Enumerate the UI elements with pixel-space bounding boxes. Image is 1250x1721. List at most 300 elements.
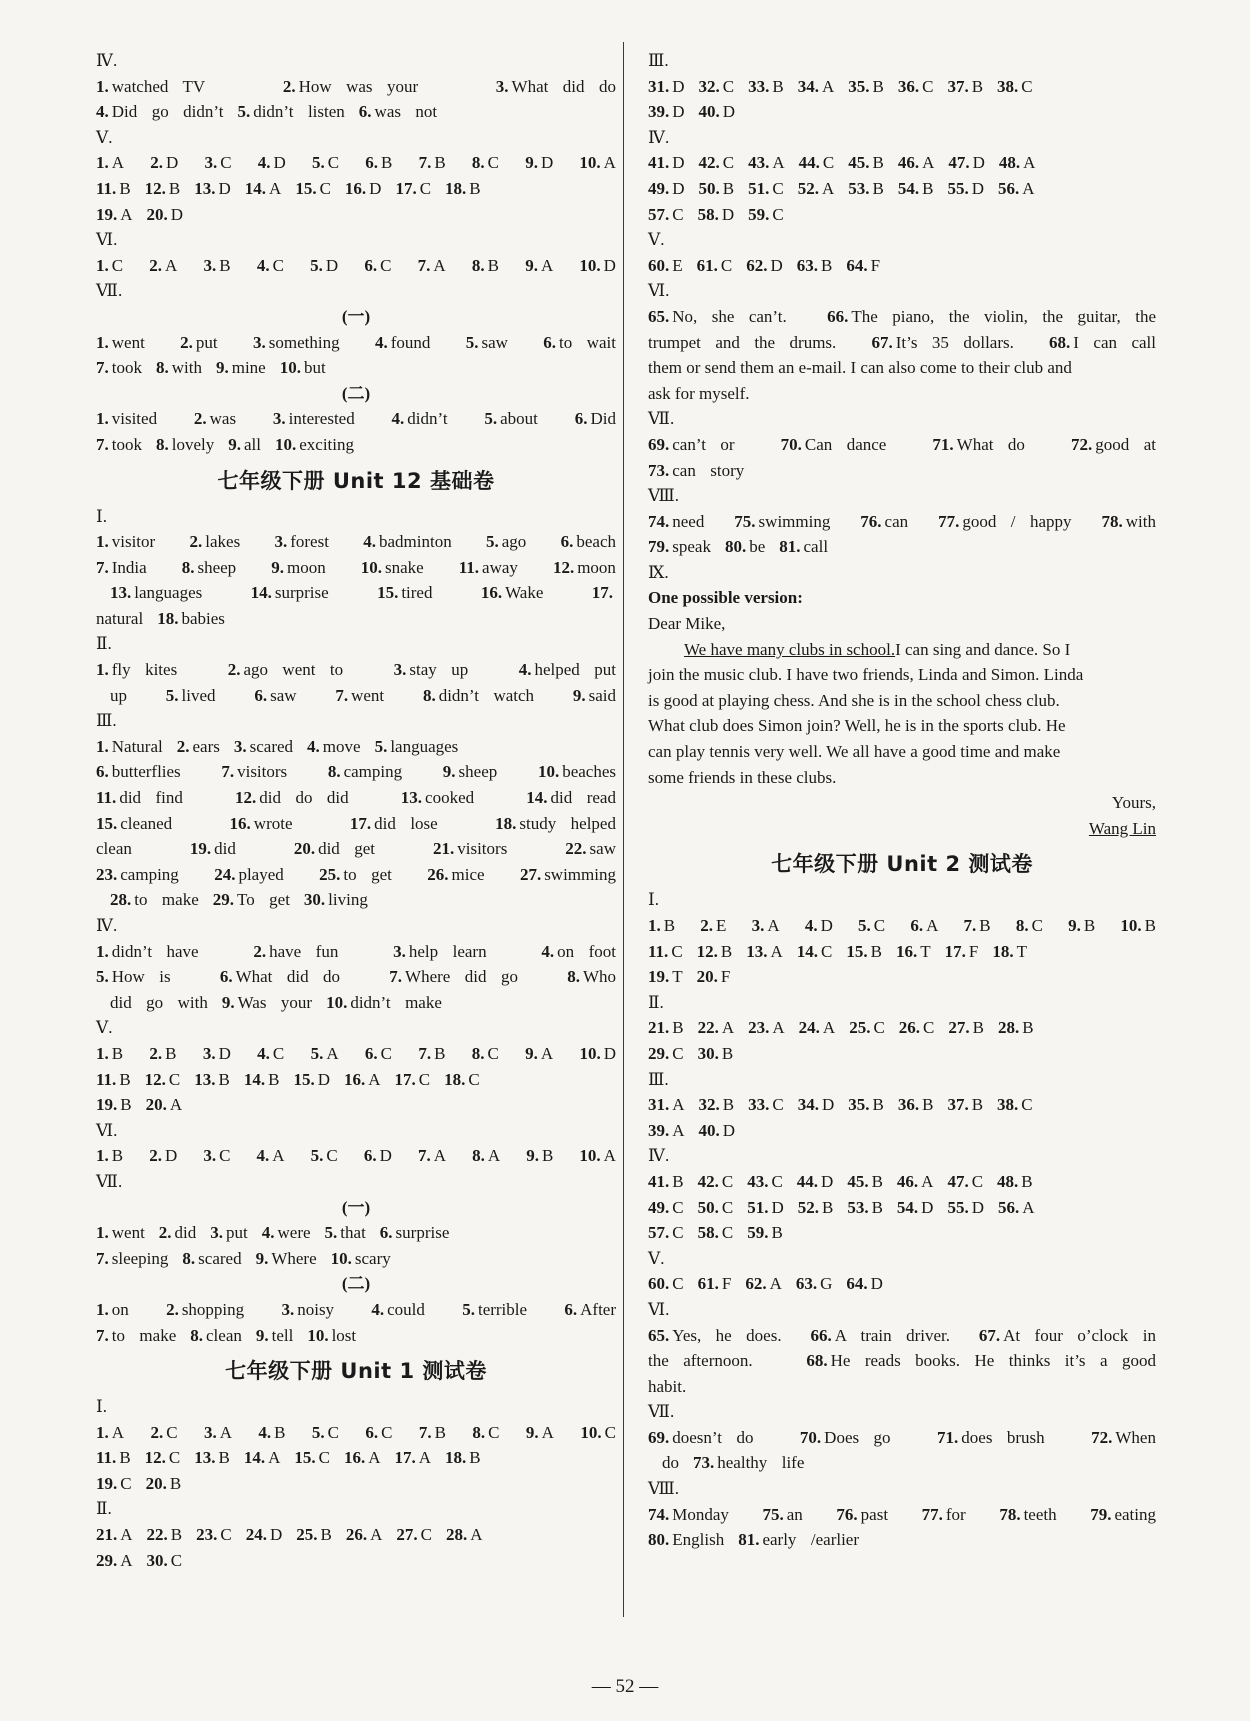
answer-value: F xyxy=(720,967,731,987)
answer-value: to get xyxy=(343,864,392,884)
answer-value: B xyxy=(169,1473,182,1493)
answer-value: When xyxy=(1115,1427,1156,1447)
answer-item xyxy=(392,406,448,432)
question-number: 63. xyxy=(796,255,819,275)
answer-item xyxy=(746,253,783,279)
question-number: 11. xyxy=(96,788,117,808)
answer-value: D xyxy=(971,1197,984,1217)
answer-value: C xyxy=(1021,76,1033,96)
answer-value: C xyxy=(873,916,886,935)
question-number: 41. xyxy=(648,1171,670,1191)
answer-row xyxy=(96,580,616,606)
question-number: 9. xyxy=(221,992,235,1012)
question-number: 35. xyxy=(848,1095,870,1115)
question-number: 46. xyxy=(896,1171,919,1191)
answer-value: B xyxy=(722,178,735,198)
question-number: 16. xyxy=(344,178,367,198)
answer-item xyxy=(345,176,382,202)
question-number: 14. xyxy=(250,583,272,603)
answer-value: A xyxy=(165,255,178,275)
unit-heading: 七年级下册 Unit 12 基础卷 xyxy=(217,468,495,493)
answer-value: visitors xyxy=(457,839,508,859)
answer-item xyxy=(310,253,338,279)
answer-item xyxy=(897,1169,934,1195)
answer-value: C xyxy=(468,1069,480,1089)
answer-item xyxy=(96,176,131,202)
answer-value: A xyxy=(721,1018,735,1038)
question-number: 58. xyxy=(697,1223,719,1243)
question-number: 5. xyxy=(165,685,179,705)
answer-row xyxy=(96,887,616,913)
answer-item xyxy=(848,176,884,202)
question-number: 72. xyxy=(1071,434,1093,454)
answer-item xyxy=(472,150,499,176)
answer-value: India xyxy=(111,557,147,577)
answer-item xyxy=(697,253,733,279)
answer-item xyxy=(796,1271,833,1297)
answer-item xyxy=(698,1041,734,1067)
answer-item xyxy=(295,176,331,202)
question-number: 53. xyxy=(848,178,870,198)
answer-value: sheep xyxy=(458,762,498,782)
answer-value: did do did xyxy=(259,788,349,808)
answer-item xyxy=(271,555,325,581)
question-number: 5. xyxy=(310,1146,324,1166)
answer-value: Natural xyxy=(111,736,163,756)
question-number: 2. xyxy=(150,1422,164,1442)
answer-item xyxy=(96,964,171,990)
answer-value: with xyxy=(1125,511,1156,531)
answer-value: forest xyxy=(290,532,329,552)
answer-item xyxy=(213,887,290,913)
question-number: 14. xyxy=(243,1069,266,1089)
answer-item xyxy=(810,1323,950,1349)
answer-item xyxy=(648,913,675,939)
section-numeral: Ⅵ. xyxy=(648,1299,670,1319)
question-number: 2. xyxy=(700,916,714,935)
answer-item xyxy=(748,202,784,228)
answer-item xyxy=(350,811,438,837)
question-number: 24. xyxy=(798,1018,820,1038)
answer-value: went xyxy=(111,1223,145,1243)
question-number: 26. xyxy=(898,1018,921,1038)
answer-value: D xyxy=(721,204,735,224)
question-number: 8. xyxy=(155,358,169,378)
answer-item xyxy=(848,74,884,100)
answer-row xyxy=(96,432,616,458)
answer-value: A xyxy=(772,153,785,173)
answer-row xyxy=(648,1527,1156,1553)
answer-item xyxy=(800,1425,891,1451)
question-number: 72. xyxy=(1091,1427,1113,1447)
question-number: 1. xyxy=(96,660,109,680)
answer-item xyxy=(273,406,355,432)
question-number: 16. xyxy=(895,941,918,961)
answer-item xyxy=(797,939,833,965)
section-numeral: Ⅲ. xyxy=(648,51,669,70)
question-number: 6. xyxy=(910,916,924,935)
answer-value: was not xyxy=(374,102,438,122)
question-number: 68. xyxy=(806,1351,828,1371)
answer-value: How was your xyxy=(298,76,419,96)
answer-item xyxy=(648,150,685,176)
answer-item xyxy=(96,432,142,458)
answer-value: After xyxy=(580,1299,616,1319)
answer-item xyxy=(698,1271,732,1297)
answer-item xyxy=(748,176,784,202)
question-number: 2. xyxy=(149,1146,162,1166)
answer-item xyxy=(1068,913,1095,939)
question-number: 8. xyxy=(1015,916,1029,935)
answer-item xyxy=(748,1015,785,1041)
answer-value: A xyxy=(120,1550,133,1570)
answer-value: A xyxy=(418,1448,432,1468)
answer-item xyxy=(947,1195,984,1221)
question-number: 40. xyxy=(698,1120,720,1140)
answer-item xyxy=(251,580,329,606)
question-number: 9. xyxy=(271,557,284,577)
answer-value: have fun xyxy=(269,941,339,961)
answer-item xyxy=(1016,913,1043,939)
section-numeral: Ⅰ. xyxy=(96,506,107,526)
answer-value: camping xyxy=(343,762,403,782)
answer-value: C xyxy=(722,76,735,96)
signoff-text: Wang Lin xyxy=(1088,818,1156,838)
question-number: 2. xyxy=(150,153,163,173)
answer-value: babies xyxy=(181,608,225,628)
answer-row xyxy=(96,99,616,125)
section-numeral: Ⅵ. xyxy=(96,230,118,250)
question-number: 3. xyxy=(202,1043,216,1063)
question-number: 81. xyxy=(738,1530,760,1550)
question-number: 6. xyxy=(543,332,557,352)
question-number: 2. xyxy=(193,409,207,429)
answer-item xyxy=(748,74,784,100)
answer-item xyxy=(445,1445,481,1471)
question-number: 2. xyxy=(189,532,203,552)
answer-value: lived xyxy=(181,685,216,705)
answer-row xyxy=(648,939,1156,965)
answer-value: saw xyxy=(481,332,508,352)
answer-item xyxy=(648,304,787,330)
answer-value: A xyxy=(540,255,554,275)
answer-item xyxy=(846,1271,883,1297)
answer-item xyxy=(849,1015,885,1041)
answer-value: D xyxy=(672,178,685,198)
answer-item xyxy=(222,990,312,1016)
question-number: 6. xyxy=(96,762,109,782)
answer-row xyxy=(648,1323,1156,1349)
section-numeral: Ⅷ. xyxy=(648,486,680,506)
answer-item xyxy=(648,74,685,100)
question-number: 22. xyxy=(146,1525,168,1545)
answer-item xyxy=(998,1015,1034,1041)
question-number: 5. xyxy=(311,1422,325,1442)
section-numeral: Ⅶ. xyxy=(648,409,675,429)
answer-value: C xyxy=(721,1223,734,1243)
answer-item xyxy=(190,836,236,862)
answer-value: B xyxy=(111,1146,124,1166)
answer-value: healthy life xyxy=(717,1453,805,1473)
answer-item xyxy=(848,150,884,176)
question-number: 10. xyxy=(330,1248,352,1268)
answer-row xyxy=(648,432,1156,458)
answer-value: took xyxy=(111,434,142,454)
question-number: 33. xyxy=(748,76,770,96)
answer-row xyxy=(648,1169,1156,1195)
answer-item xyxy=(526,785,616,811)
answer-value: He reads books. He thinks it’s a good xyxy=(830,1351,1156,1371)
section-numeral: Ⅴ. xyxy=(96,127,113,147)
question-number: 7. xyxy=(963,916,977,935)
question-number: 52. xyxy=(797,1197,819,1217)
answer-value: D xyxy=(369,178,382,198)
answer-value: E xyxy=(716,916,727,935)
question-number: 9. xyxy=(526,1146,539,1166)
answer-row xyxy=(96,330,616,356)
answer-value: B xyxy=(381,153,393,173)
answer-value: D xyxy=(218,178,231,198)
letter-signoff xyxy=(648,816,1156,842)
question-number: 62. xyxy=(746,255,768,275)
answer-value: A xyxy=(470,1525,483,1545)
answer-item xyxy=(194,1445,230,1471)
question-number: 1. xyxy=(96,1223,109,1243)
answer-item xyxy=(254,683,296,709)
question-number: 1. xyxy=(96,736,109,756)
answer-value: Can dance xyxy=(804,434,887,454)
question-number: 63. xyxy=(795,1274,818,1294)
answer-value: B xyxy=(1144,916,1156,935)
answer-row xyxy=(96,606,616,632)
answer-row xyxy=(96,1143,616,1169)
answer-item xyxy=(395,1067,431,1093)
answer-value: tired xyxy=(401,583,433,603)
question-number: 44. xyxy=(796,1171,819,1191)
question-number: 6. xyxy=(574,409,588,429)
answer-item xyxy=(96,1220,145,1246)
question-number: 66. xyxy=(810,1325,832,1345)
answer-value: B xyxy=(219,255,231,275)
question-number: 1. xyxy=(96,409,109,429)
answer-value: visitor xyxy=(111,532,156,552)
answer-item xyxy=(312,1420,339,1446)
answer-value: B xyxy=(168,178,181,198)
answer-item xyxy=(294,836,375,862)
question-number: 29. xyxy=(96,1550,118,1570)
question-number: 54. xyxy=(896,1197,919,1217)
answer-item xyxy=(96,253,123,279)
answer-value: sheep xyxy=(197,557,237,577)
answer-value: E xyxy=(672,255,683,275)
answer-item xyxy=(221,759,287,785)
answer-value: C xyxy=(922,76,934,96)
answer-item xyxy=(433,836,507,862)
question-number: 12. xyxy=(235,788,257,808)
answer-item xyxy=(275,432,354,458)
answer-item xyxy=(698,1195,734,1221)
answer-value: T xyxy=(672,967,683,987)
right-column xyxy=(648,48,1156,1553)
question-number: 71. xyxy=(937,1427,959,1447)
answer-value: A xyxy=(821,178,835,198)
answer-value: B xyxy=(821,1197,834,1217)
answer-value: B xyxy=(541,1146,554,1166)
answer-item xyxy=(462,1297,527,1323)
answer-value: C xyxy=(420,1525,432,1545)
answer-row xyxy=(648,99,1156,125)
answer-item xyxy=(312,150,339,176)
answer-value: C xyxy=(672,1197,684,1217)
answer-value: need xyxy=(672,511,705,531)
answer-row xyxy=(96,1297,616,1323)
answer-item xyxy=(798,74,835,100)
question-number: 65. xyxy=(648,1325,670,1345)
question-number: 29. xyxy=(648,1043,670,1063)
answer-value: C xyxy=(327,1422,339,1442)
answer-row xyxy=(648,509,1156,535)
answer-item xyxy=(898,1092,934,1118)
question-number: 17. xyxy=(394,1448,416,1468)
question-number: 62. xyxy=(745,1274,767,1294)
question-number: 20. xyxy=(145,1473,167,1493)
answer-value: surprise xyxy=(395,1223,450,1243)
answer-item xyxy=(799,150,835,176)
answer-value: noisy xyxy=(297,1299,335,1319)
answer-value: went xyxy=(351,685,385,705)
question-number: 5. xyxy=(96,967,109,987)
answer-value: scared xyxy=(198,1248,242,1268)
answer-value: A xyxy=(922,153,935,173)
answer-value: D xyxy=(971,178,984,198)
question-number: 65. xyxy=(648,306,670,326)
answer-item xyxy=(799,1015,836,1041)
answer-item xyxy=(96,1297,129,1323)
question-number: 67. xyxy=(871,332,893,352)
answer-value: D xyxy=(325,255,339,275)
answer-value: B xyxy=(872,1095,884,1115)
answer-item xyxy=(999,150,1036,176)
question-number: 5. xyxy=(312,153,325,173)
answer-value: played xyxy=(238,864,284,884)
answer-value: B xyxy=(165,1043,177,1063)
question-number: 30. xyxy=(697,1043,719,1063)
answer-value: B xyxy=(663,916,676,935)
question-number: 27. xyxy=(948,1018,970,1038)
answer-row xyxy=(96,1548,616,1574)
question-number: 47. xyxy=(948,153,970,173)
answer-item xyxy=(394,657,469,683)
question-number: 9. xyxy=(215,358,229,378)
question-number: 10. xyxy=(579,255,601,275)
question-number: 32. xyxy=(698,1095,720,1115)
answer-value: B xyxy=(469,1448,481,1468)
answer-item xyxy=(418,1041,445,1067)
answer-value: C xyxy=(419,178,432,198)
question-number: 42. xyxy=(697,1171,719,1191)
answer-row xyxy=(96,862,616,888)
answer-item xyxy=(423,683,534,709)
answer-value: At four o’clock in xyxy=(1003,1325,1156,1345)
answer-item xyxy=(899,1015,935,1041)
question-number: 7. xyxy=(96,358,109,378)
answer-value: English xyxy=(672,1530,725,1550)
question-number: 3. xyxy=(751,916,765,935)
question-number: 15. xyxy=(294,1448,316,1468)
question-number: 10. xyxy=(579,1146,601,1166)
question-number: 5. xyxy=(310,1043,324,1063)
question-number: 10. xyxy=(579,153,601,173)
question-number: 66. xyxy=(827,306,849,326)
answer-value: A xyxy=(1023,153,1036,173)
question-number: 8. xyxy=(471,1043,485,1063)
answer-value: early /earlier xyxy=(762,1530,860,1550)
answer-item xyxy=(150,1420,177,1446)
answer-item xyxy=(401,785,474,811)
answer-value: C xyxy=(318,1448,330,1468)
question-number: 33. xyxy=(748,1095,770,1115)
answer-value: B xyxy=(870,941,882,961)
question-number: 13. xyxy=(194,1448,216,1468)
answer-item xyxy=(344,1445,381,1471)
answer-item xyxy=(806,1348,1156,1374)
answer-value: Wake xyxy=(505,583,544,603)
answer-item xyxy=(979,1323,1156,1349)
answer-value: can xyxy=(884,511,909,531)
answer-item xyxy=(847,1169,883,1195)
answer-item xyxy=(648,1169,684,1195)
answer-item xyxy=(96,74,205,100)
answer-row xyxy=(648,1041,1156,1067)
question-number: 5. xyxy=(465,332,479,352)
answer-item xyxy=(763,1502,803,1528)
question-number: 57. xyxy=(648,1223,670,1243)
question-number: 4. xyxy=(256,1146,270,1166)
answer-value: Monday xyxy=(672,1504,729,1524)
answer-value: D xyxy=(317,1069,330,1089)
answer-value: T xyxy=(1016,941,1027,961)
question-number: 30. xyxy=(146,1550,168,1570)
question-number: 36. xyxy=(897,1095,920,1115)
answer-item xyxy=(296,1522,332,1548)
question-number: 1. xyxy=(96,532,109,552)
answer-item xyxy=(648,458,744,484)
answer-value: did xyxy=(174,1223,197,1243)
question-number: 25. xyxy=(849,1018,871,1038)
answer-value: B xyxy=(170,1525,183,1545)
question-number: 14. xyxy=(796,941,819,961)
answer-item xyxy=(257,253,284,279)
answer-value: on xyxy=(111,1299,129,1319)
answer-value: C xyxy=(771,1171,783,1191)
answer-item xyxy=(311,1041,339,1067)
question-number: 57. xyxy=(648,204,670,224)
answer-value: A xyxy=(822,1018,836,1038)
answer-item xyxy=(96,1041,123,1067)
answer-value: clean xyxy=(206,1325,242,1345)
answer-item xyxy=(157,606,225,632)
answer-item xyxy=(947,1169,983,1195)
answer-value: lovely xyxy=(171,434,215,454)
question-number: 23. xyxy=(196,1525,218,1545)
answer-item xyxy=(648,1220,684,1246)
answer-value: B xyxy=(111,1043,124,1063)
question-number: 49. xyxy=(648,1197,670,1217)
answer-item xyxy=(418,253,446,279)
answer-row xyxy=(96,1041,616,1067)
answer-value: does brush xyxy=(961,1427,1045,1447)
question-number: 53. xyxy=(847,1197,869,1217)
